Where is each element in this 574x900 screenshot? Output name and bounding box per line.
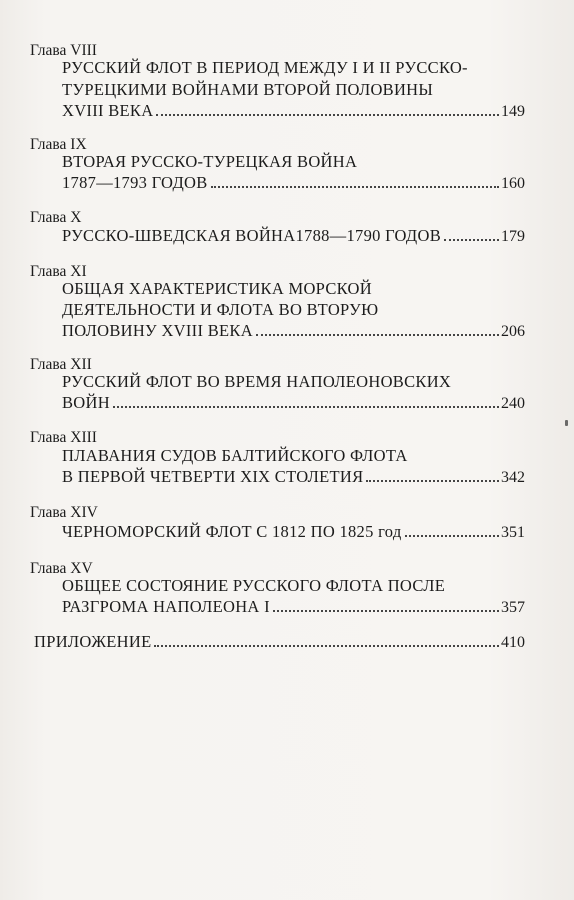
chapter-title-line: РАЗГРОМА НАПОЛЕОНА I bbox=[62, 597, 270, 616]
page-number: 179 bbox=[501, 228, 525, 245]
dot-leader bbox=[154, 644, 499, 647]
chapter-title-line: РУССКО-ШВЕДСКАЯ ВОЙНА1788—1790 ГОДОВ bbox=[62, 226, 441, 245]
appendix-title: ПРИЛОЖЕНИЕ bbox=[34, 632, 152, 651]
dot-leader bbox=[366, 479, 499, 482]
page-number: 351 bbox=[501, 524, 525, 541]
chapter-entry-last-line bbox=[62, 173, 525, 194]
chapter-title-line: ЧЕРНОМОРСКИЙ ФЛОТ С 1812 ПО 1825 год bbox=[62, 522, 402, 541]
chapter-title-line: РУССКИЙ ФЛОТ ВО ВРЕМЯ НАПОЛЕОНОВСКИХ bbox=[62, 372, 452, 391]
page-number: 342 bbox=[501, 469, 525, 486]
chapter-entry-last-line bbox=[62, 101, 525, 122]
chapter-entry-last-line bbox=[62, 597, 525, 618]
chapter-title-line: ДЕЯТЕЛЬНОСТИ И ФЛОТА ВО ВТОРУЮ bbox=[62, 300, 379, 319]
page-mark bbox=[565, 420, 568, 426]
dot-leader bbox=[156, 113, 499, 116]
page-number: 206 bbox=[501, 323, 525, 340]
chapter-title-line: РУССКИЙ ФЛОТ В ПЕРИОД МЕЖДУ I И II РУССКО- bbox=[62, 58, 468, 77]
dot-leader bbox=[256, 333, 499, 336]
chapter-title-line: ТУРЕЦКИМИ ВОЙНАМИ ВТОРОЙ ПОЛОВИНЫ bbox=[62, 80, 434, 99]
chapter-label: Глава X bbox=[30, 209, 82, 226]
chapter-title-line: ОБЩАЯ ХАРАКТЕРИСТИКА МОРСКОЙ bbox=[62, 279, 372, 298]
page-number: 357 bbox=[501, 599, 525, 616]
dot-leader bbox=[405, 534, 499, 537]
chapter-label: Глава XIII bbox=[30, 429, 97, 446]
page-number: 410 bbox=[501, 634, 525, 651]
chapter-entry-last-line bbox=[62, 226, 525, 247]
chapter-label: Глава VIII bbox=[30, 42, 97, 59]
chapter-title-line: ОБЩЕЕ СОСТОЯНИЕ РУССКОГО ФЛОТА ПОСЛЕ bbox=[62, 576, 446, 595]
page-number: 160 bbox=[501, 175, 525, 192]
dot-leader bbox=[211, 185, 499, 188]
chapter-label: Глава XI bbox=[30, 263, 87, 280]
chapter-title-line: ВТОРАЯ РУССКО-ТУРЕЦКАЯ ВОЙНА bbox=[62, 152, 358, 171]
dot-leader bbox=[273, 609, 499, 612]
chapter-title-line: 1787—1793 ГОДОВ bbox=[62, 173, 208, 192]
chapter-entry-last-line bbox=[62, 522, 525, 543]
chapter-title-line: XVIII ВЕКА bbox=[62, 101, 154, 120]
page-number: 240 bbox=[501, 395, 525, 412]
dot-leader bbox=[113, 405, 499, 408]
chapter-entry-last-line bbox=[62, 321, 525, 342]
dot-leader bbox=[444, 238, 499, 241]
chapter-title-line: В ПЕРВОЙ ЧЕТВЕРТИ XIX СТОЛЕТИЯ bbox=[62, 467, 364, 486]
chapter-label: Глава XV bbox=[30, 560, 93, 577]
appendix-entry bbox=[34, 632, 525, 653]
chapter-title-line: ПОЛОВИНУ XVIII ВЕКА bbox=[62, 321, 253, 340]
chapter-label: Глава IX bbox=[30, 136, 87, 153]
chapter-title-line: ВОЙН bbox=[62, 393, 110, 412]
page-number: 149 bbox=[501, 103, 525, 120]
chapter-entry-last-line bbox=[62, 467, 525, 488]
chapter-label: Глава XII bbox=[30, 356, 92, 373]
chapter-label: Глава XIV bbox=[30, 504, 98, 521]
chapter-title-line: ПЛАВАНИЯ СУДОВ БАЛТИЙСКОГО ФЛОТА bbox=[62, 446, 408, 465]
chapter-entry-last-line bbox=[62, 393, 525, 414]
